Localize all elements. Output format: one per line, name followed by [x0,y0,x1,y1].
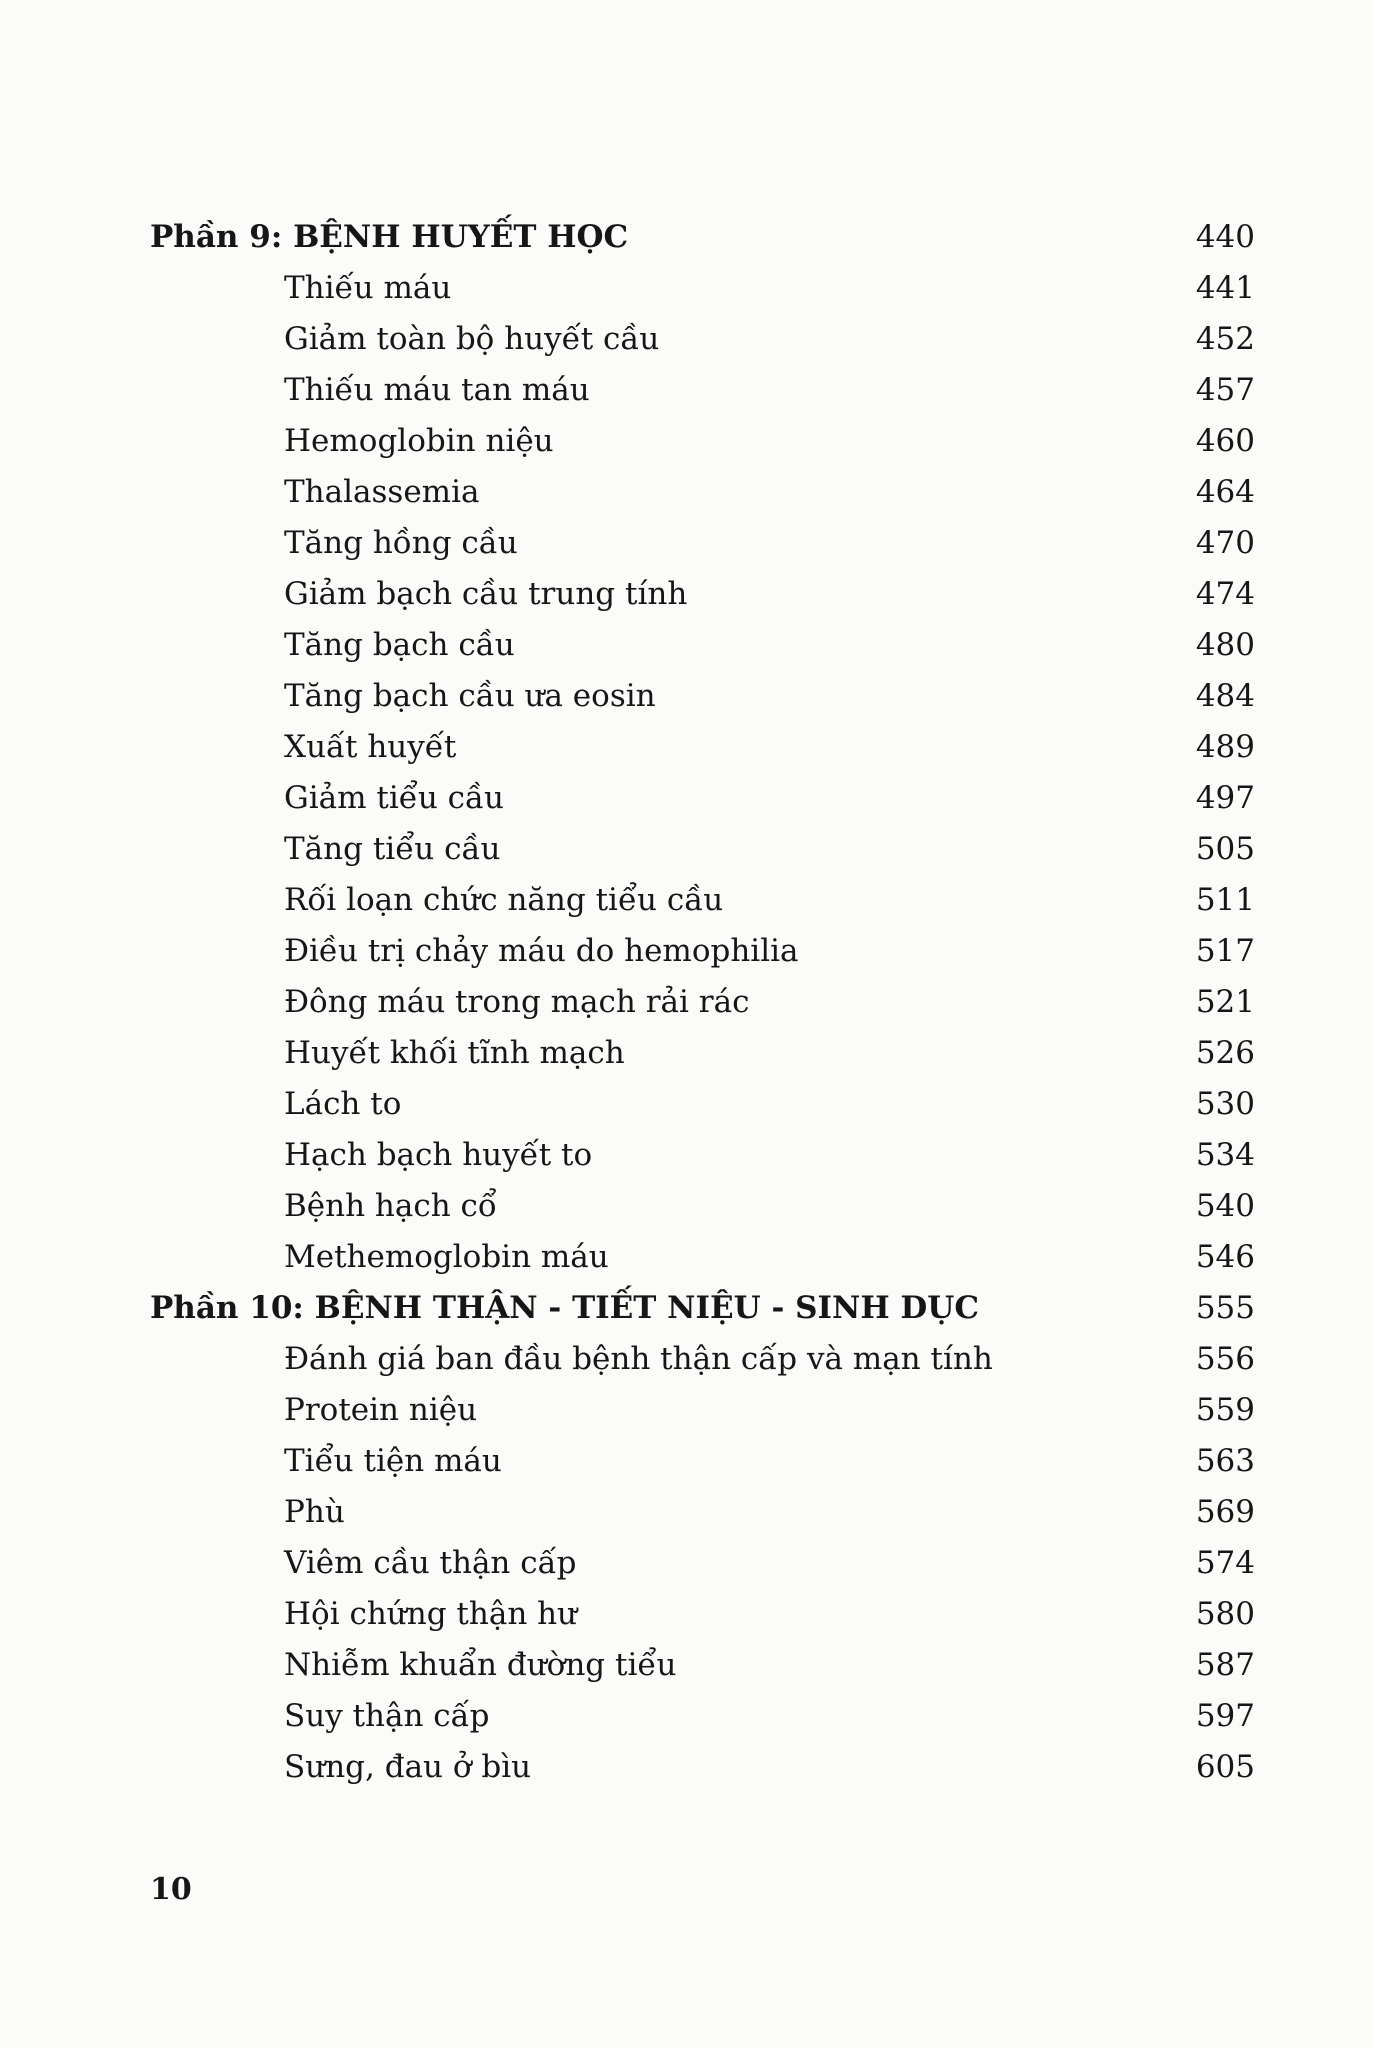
toc-entry [150,1640,1255,1691]
entry-title: Sưng, đau ở bìu [284,1749,532,1785]
entry-page-number: 460 [1195,423,1255,459]
entry-title: Tăng tiểu cầu [284,831,501,867]
toc-entry [150,1028,1255,1079]
toc-entry [150,1538,1255,1589]
entry-title: Giảm toàn bộ huyết cầu [284,321,660,357]
entry-title: Protein niệu [284,1392,478,1428]
entry-title: Bệnh hạch cổ [284,1188,497,1224]
toc-entry [150,314,1255,365]
entry-page-number: 441 [1195,270,1255,306]
table-of-contents [150,212,1255,1793]
toc-entry [150,875,1255,926]
entry-title: Giảm tiểu cầu [284,780,504,816]
section-title: Phần 9: BỆNH HUYẾT HỌC [150,219,629,255]
entry-page-number: 563 [1195,1443,1255,1479]
toc-entry [150,467,1255,518]
entry-page-number: 521 [1195,984,1255,1020]
entry-title: Hội chứng thận hư [284,1596,578,1632]
entry-page-number: 574 [1195,1545,1255,1581]
toc-entry [150,416,1255,467]
entry-title: Tăng bạch cầu ưa eosin [284,678,656,714]
entry-page-number: 530 [1195,1086,1255,1122]
entry-title: Đánh giá ban đầu bệnh thận cấp và mạn tính [284,1341,993,1377]
entry-title: Tăng bạch cầu [284,627,515,663]
entry-page-number: 540 [1195,1188,1255,1224]
entry-title: Tiểu tiện máu [284,1443,502,1479]
toc-entry [150,977,1255,1028]
entry-page-number: 587 [1195,1647,1255,1683]
toc-entry [150,926,1255,977]
toc-entry [150,722,1255,773]
entry-title: Lách to [284,1086,402,1122]
entry-page-number: 457 [1195,372,1255,408]
entry-title: Hạch bạch huyết to [284,1137,593,1173]
toc-entry [150,1232,1255,1283]
entry-page-number: 452 [1195,321,1255,357]
toc-entry [150,1079,1255,1130]
entry-title: Methemoglobin máu [284,1239,609,1275]
entry-title: Thalassemia [284,474,480,510]
toc-entry [150,671,1255,722]
entry-page-number: 489 [1195,729,1255,765]
entry-page-number: 480 [1195,627,1255,663]
entry-title: Thiếu máu [284,270,452,306]
entry-title: Nhiễm khuẩn đường tiểu [284,1647,677,1683]
entry-page-number: 597 [1195,1698,1255,1734]
entry-title: Xuất huyết [284,729,457,765]
entry-page-number: 526 [1195,1035,1255,1071]
toc-entry [150,1181,1255,1232]
toc-entry [150,1334,1255,1385]
entry-page-number: 470 [1195,525,1255,561]
entry-title: Huyết khối tĩnh mạch [284,1035,625,1071]
toc-entry [150,1385,1255,1436]
toc-entry [150,1589,1255,1640]
entry-page-number: 497 [1195,780,1255,816]
entry-page-number: 556 [1195,1341,1255,1377]
entry-title: Tăng hồng cầu [284,525,518,561]
toc-entry [150,824,1255,875]
entry-page-number: 580 [1195,1596,1255,1632]
toc-entry [150,518,1255,569]
entry-title: Viêm cầu thận cấp [284,1545,577,1581]
entry-title: Đông máu trong mạch rải rác [284,984,750,1020]
entry-title: Giảm bạch cầu trung tính [284,576,688,612]
entry-page-number: 517 [1195,933,1255,969]
entry-page-number: 569 [1195,1494,1255,1530]
entry-title: Rối loạn chức năng tiểu cầu [284,882,724,918]
entry-page-number: 559 [1195,1392,1255,1428]
entry-page-number: 555 [1195,1290,1255,1326]
toc-section-heading [150,1283,1255,1334]
entry-title: Hemoglobin niệu [284,423,554,459]
entry-title: Thiếu máu tan máu [284,372,590,408]
entry-page-number: 534 [1195,1137,1255,1173]
toc-entry [150,1436,1255,1487]
entry-page-number: 605 [1195,1749,1255,1785]
toc-entry [150,1130,1255,1181]
toc-section-heading [150,212,1255,263]
toc-entry [150,365,1255,416]
toc-entry [150,1691,1255,1742]
entry-page-number: 546 [1195,1239,1255,1275]
entry-title: Điều trị chảy máu do hemophilia [284,933,799,969]
toc-entry [150,1742,1255,1793]
entry-page-number: 505 [1195,831,1255,867]
entry-title: Suy thận cấp [284,1698,490,1734]
page-number: 10 [150,1872,192,1907]
toc-entry [150,569,1255,620]
toc-entry [150,620,1255,671]
toc-entry [150,263,1255,314]
entry-page-number: 440 [1195,219,1255,255]
toc-entry [150,1487,1255,1538]
entry-page-number: 474 [1195,576,1255,612]
section-title: Phần 10: BỆNH THẬN - TIẾT NIỆU - SINH DỤC [150,1290,979,1326]
toc-entry [150,773,1255,824]
entry-page-number: 484 [1195,678,1255,714]
entry-page-number: 511 [1195,882,1255,918]
entry-page-number: 464 [1195,474,1255,510]
entry-title: Phù [284,1494,345,1530]
